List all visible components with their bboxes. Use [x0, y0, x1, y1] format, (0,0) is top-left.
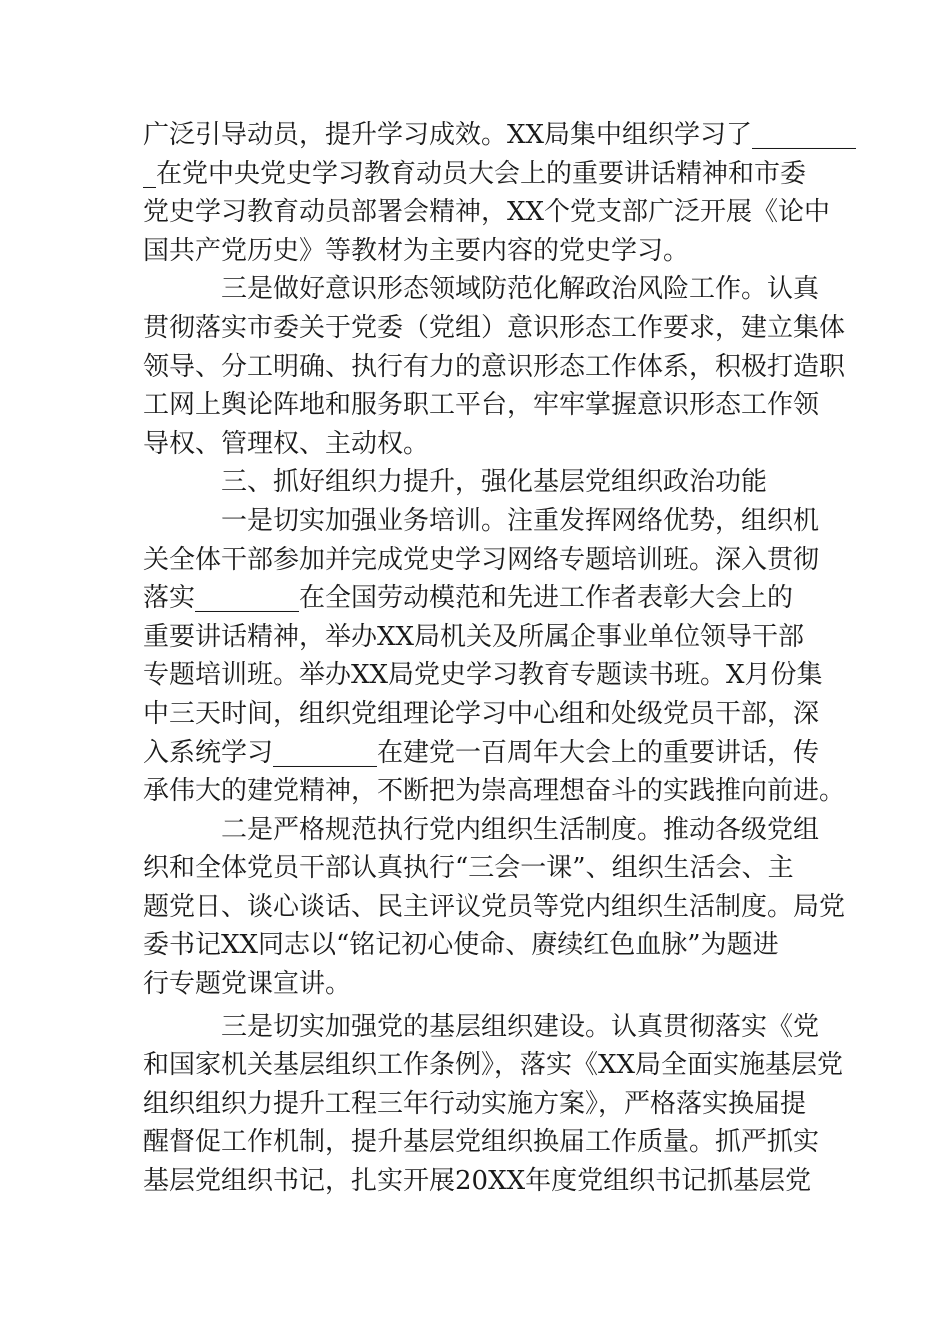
paragraph-start-line: 一是切实加强业务培训。注重发挥网络优势，组织机	[221, 505, 820, 536]
paragraph-start-line: 三是切实加强党的基层组织建设。认真贯彻落实《党	[221, 1011, 820, 1042]
section-heading: 三、抓好组织力提升，强化基层党组织政治功能	[221, 467, 768, 498]
text-line: 关全体干部参加并完成党史学习网络专题培训班。深入贯彻	[143, 544, 820, 575]
text-line: 行专题党课宣讲。	[143, 969, 352, 1000]
text-line: 和国家机关基层组织工作条例》，落实《XX局全面实施基层党	[143, 1050, 844, 1081]
text-line: 落实________在全国劳动模范和先进工作者表彰大会上的	[143, 583, 794, 614]
text-line: 贯彻落实市委关于党委（党组）意识形态工作要求，建立集体	[143, 312, 846, 343]
text-line: 党史学习教育动员部署会精神，XX个党支部广泛开展《论中	[143, 197, 831, 228]
paragraph-start-line: 三是做好意识形态领域防范化解政治风险工作。认真	[221, 274, 820, 305]
text-line: 委书记XX同志以“铭记初心使命、赓续红色血脉”为题进	[143, 930, 779, 961]
text-line: 领导、分工明确、执行有力的意识形态工作体系，积极打造职	[143, 351, 846, 382]
text-line: 醒督促工作机制，提升基层党组织换届工作质量。抓严抓实	[143, 1127, 820, 1158]
text-line: 组织组织力提升工程三年行动实施方案》，严格落实换届提	[143, 1088, 807, 1119]
text-line: 重要讲话精神，举办XX局机关及所属企事业单位领导干部	[143, 621, 805, 652]
paragraph-start-line: 二是严格规范执行党内组织生活制度。推动各级党组	[221, 814, 820, 845]
text-line: 入系统学习________在建党一百周年大会上的重要讲话，传	[143, 737, 820, 768]
text-line: 题党日、谈心谈话、民主评议党员等党内组织生活制度。局党	[143, 891, 846, 922]
text-line: 承伟大的建党精神，不断把为崇高理想奋斗的实践推向前进。	[143, 776, 846, 807]
text-line: _在党中央党史学习教育动员大会上的重要讲话精神和市委	[143, 158, 807, 189]
text-line: 基层党组织书记，扎实开展20XX年度党组织书记抓基层党	[143, 1166, 812, 1197]
document-body	[143, 116, 857, 1201]
text-line: 国共产党历史》等教材为主要内容的党史学习。	[143, 235, 690, 266]
text-line: 导权、管理权、主动权。	[143, 428, 430, 459]
text-line: 广泛引导动员，提升学习成效。XX局集中组织学习了________	[143, 120, 857, 150]
text-line: 织和全体党员干部认真执行“三会一课”、组织生活会、主	[143, 853, 794, 884]
text-line: 中三天时间，组织党组理论学习中心组和处级党员干部，深	[143, 698, 820, 729]
text-line: 专题培训班。举办XX局党史学习教育专题读书班。X月份集	[143, 660, 823, 691]
text-line: 工网上舆论阵地和服务职工平台，牢牢掌握意识形态工作领	[143, 390, 820, 421]
